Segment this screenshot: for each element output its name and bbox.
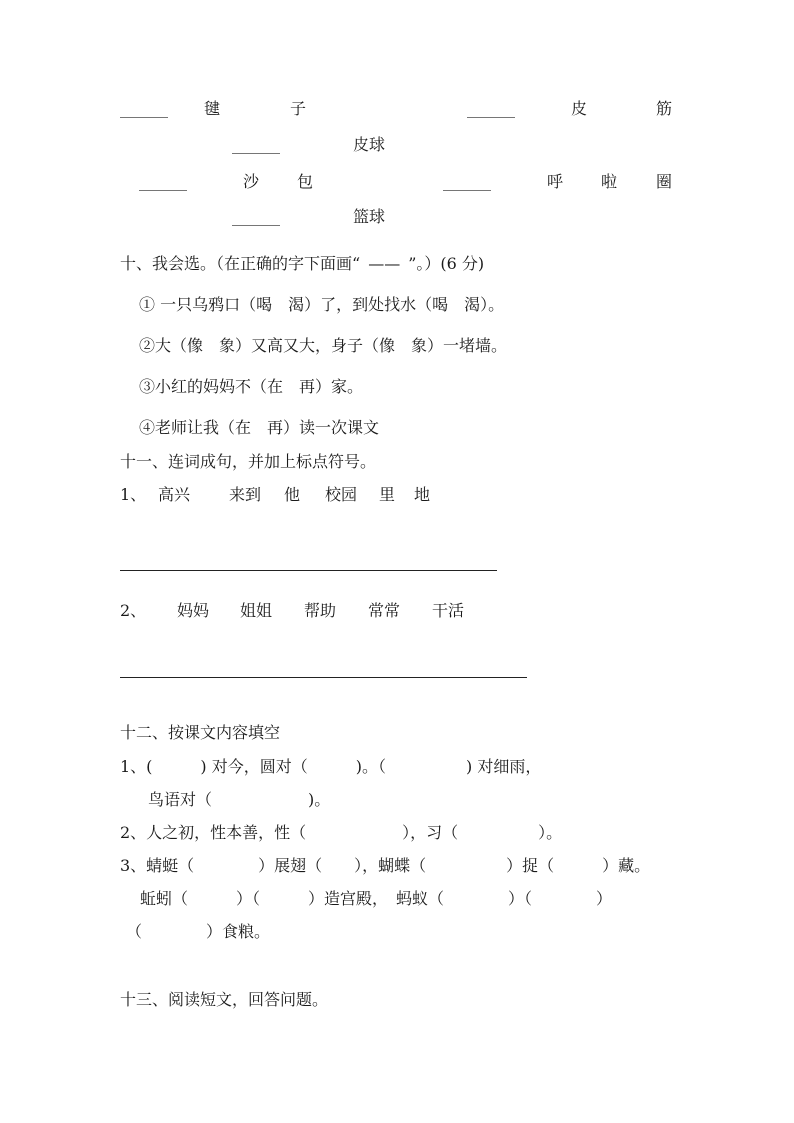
blank-line: ______: [232, 207, 280, 226]
fill-blank-line: 蚯蚓（ ）（ ）造宫殿， 蚂蚁（ ）（ ）: [140, 889, 613, 908]
blank-line: ______: [443, 172, 491, 191]
section-10-title: 十、我会选。（在正确的字下面画“ —— ”。）(6 分): [120, 254, 485, 273]
blank-line: ______: [139, 172, 187, 191]
word: 篮球: [353, 207, 386, 226]
word-char: 圈: [656, 172, 673, 191]
word-char: 啦: [601, 172, 618, 191]
word: 皮球: [353, 135, 386, 154]
word-token: 常常: [368, 601, 401, 620]
choice-item: ③小红的妈妈不（在 再）家。: [139, 377, 364, 396]
word-token: 帮助: [304, 601, 337, 620]
word-token: 里: [379, 485, 396, 504]
word-char: 皮: [571, 99, 588, 118]
word-char: 呼: [547, 172, 564, 191]
section-12-title: 十二、按课文内容填空: [120, 723, 281, 742]
answer-line: [120, 677, 527, 678]
section-13-title: 十三、阅读短文，回答问题。: [120, 990, 329, 1009]
answer-line: [120, 570, 497, 571]
fill-blank-line: （ ）食粮。: [126, 922, 271, 941]
choice-item: ②大（像 象）又高又大，身子（像 象）一堵墙。: [139, 336, 508, 355]
choice-item: ④老师让我（在 再）读一次课文: [139, 418, 380, 437]
fill-blank-line: 2、人之初，性本善，性（ ），习（ ）。: [120, 823, 563, 842]
word-token: 校园: [325, 485, 358, 504]
word-char: 沙: [243, 172, 260, 191]
word-token: 姐姐: [240, 601, 273, 620]
blank-line: ______: [467, 99, 515, 118]
word-token: 干活: [432, 601, 465, 620]
section-11-title: 十一、连词成句，并加上标点符号。: [120, 452, 377, 471]
word-token: 他: [284, 485, 301, 504]
word-char: 包: [297, 172, 314, 191]
choice-item: ① 一只乌鸦口（喝 渴）了，到处找水（喝 渴）。: [139, 295, 505, 314]
fill-blank-line: 鸟语对（ )。: [148, 790, 331, 809]
question-number: 1、: [120, 485, 147, 504]
word-char: 毽: [204, 99, 221, 118]
word-token: 高兴: [158, 485, 191, 504]
fill-blank-line: 1、( ) 对今，圆对（ )。（ ) 对细雨，: [120, 757, 542, 776]
blank-line: ______: [120, 99, 168, 118]
word-token: 来到: [229, 485, 262, 504]
word-token: 地: [414, 485, 431, 504]
word-char: 子: [290, 99, 307, 118]
fill-blank-line: 3、蜻蜓（ ）展翅（ ），蝴蝶（ ）捉（ ）藏。: [120, 856, 651, 875]
word-char: 筋: [656, 99, 673, 118]
question-number: 2、: [120, 601, 147, 620]
word-token: 妈妈: [177, 601, 210, 620]
blank-line: ______: [232, 135, 280, 154]
